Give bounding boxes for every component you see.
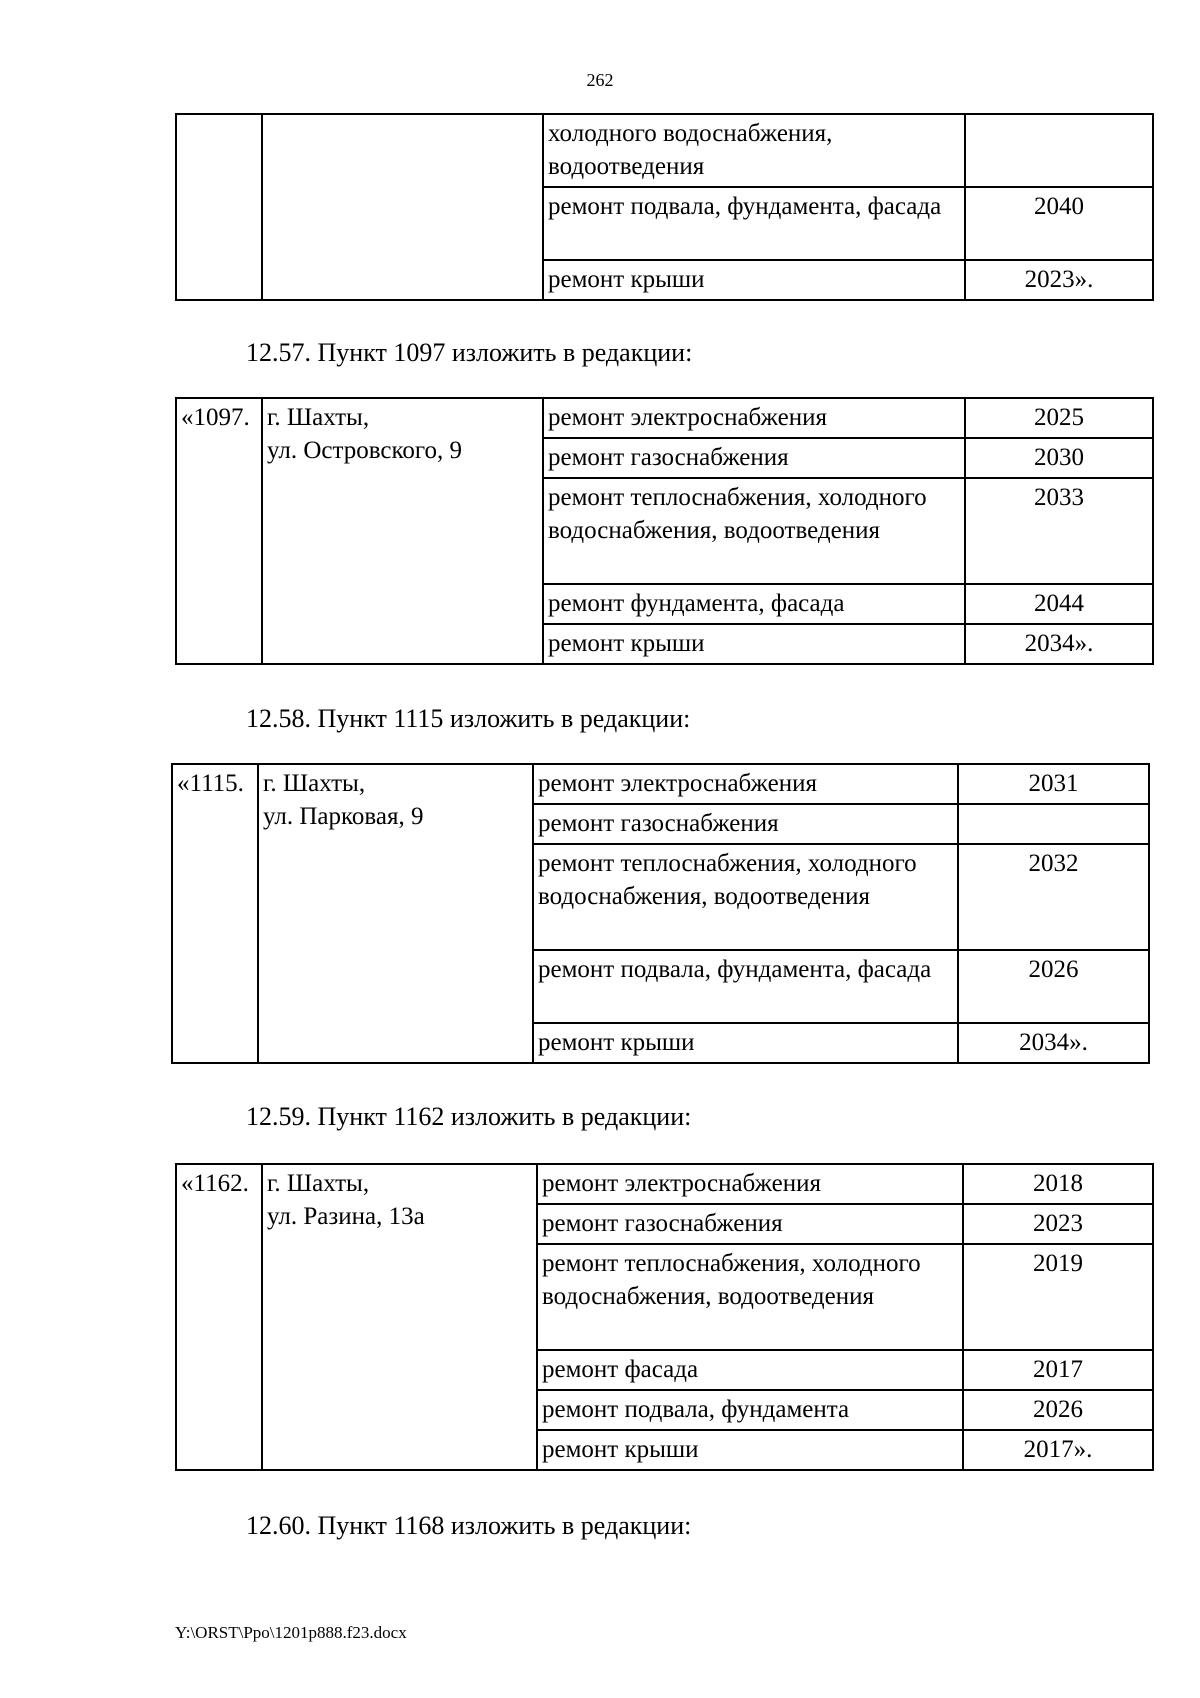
year-cell: 2044 (965, 584, 1153, 624)
year-cell: 2030 (965, 438, 1153, 478)
section-heading: 12.60. Пункт 1168 изложить в редакции: (246, 1511, 692, 1540)
year-cell: 2040 (965, 187, 1153, 260)
continuation-table (175, 113, 1154, 301)
entry-number: «1162. (176, 1164, 262, 1470)
work-cell: ремонт газоснабжения (543, 438, 965, 478)
work-cell: ремонт электроснабжения (537, 1164, 963, 1204)
section-heading: 12.59. Пункт 1162 изложить в редакции: (246, 1102, 692, 1131)
work-cell: ремонт теплоснабжения, холодного водоснабжения, водоотведения (543, 478, 965, 584)
table-row (176, 1164, 1153, 1204)
year-cell: 2019 (963, 1244, 1153, 1350)
work-cell: ремонт подвала, фундамента, фасада (543, 187, 965, 260)
section-heading: 12.58. Пункт 1115 изложить в редакции: (246, 704, 691, 733)
year-cell (958, 804, 1149, 844)
entry-table-1097 (175, 397, 1154, 665)
work-cell: ремонт электроснабжения (533, 764, 958, 804)
table-row (176, 114, 1153, 187)
year-cell: 2026 (958, 950, 1149, 1023)
work-cell: ремонт крыши (533, 1023, 958, 1063)
work-cell: ремонт крыши (543, 260, 965, 300)
number-cell (176, 114, 262, 300)
year-cell: 2032 (958, 844, 1149, 950)
work-cell: ремонт газоснабжения (537, 1204, 963, 1244)
year-cell: 2033 (965, 478, 1153, 584)
year-cell: 2018 (963, 1164, 1153, 1204)
year-cell: 2023». (965, 260, 1153, 300)
work-cell: ремонт газоснабжения (533, 804, 958, 844)
entry-table-1115 (171, 763, 1150, 1064)
address-city: г. Шахты, (263, 770, 366, 797)
entry-table-1162 (175, 1163, 1154, 1471)
year-cell: 2023 (963, 1204, 1153, 1244)
work-cell: ремонт фундамента, фасада (543, 584, 965, 624)
work-cell: ремонт подвала, фундамента, фасада (533, 950, 958, 1023)
entry-address (262, 1164, 537, 1470)
address-street: ул. Разина, 13а (267, 1203, 425, 1230)
entry-address (258, 764, 533, 1063)
address-cell (262, 114, 543, 300)
year-cell: 2025 (965, 398, 1153, 438)
section-heading: 12.57. Пункт 1097 изложить в редакции: (246, 338, 693, 367)
work-cell: ремонт фасада (537, 1350, 963, 1390)
year-cell (965, 114, 1153, 187)
entry-number: «1115. (172, 764, 258, 1063)
footer-file-path: Y:\ORST\Ppo\1201p888.f23.docx (175, 1623, 407, 1642)
work-cell: холодного водоснабжения, водоотведения (543, 114, 965, 187)
work-cell: ремонт электроснабжения (543, 398, 965, 438)
work-cell: ремонт крыши (537, 1430, 963, 1470)
year-cell: 2031 (958, 764, 1149, 804)
year-cell: 2017». (963, 1430, 1153, 1470)
year-cell: 2034». (965, 624, 1153, 664)
work-cell: ремонт теплоснабжения, холодного водоснабжения, водоотведения (537, 1244, 963, 1350)
entry-address (262, 398, 543, 664)
page-number: 262 (586, 70, 614, 90)
address-street: ул. Островского, 9 (267, 437, 463, 464)
address-city: г. Шахты, (267, 1170, 370, 1197)
address-street: ул. Парковая, 9 (263, 803, 424, 830)
year-cell: 2026 (963, 1390, 1153, 1430)
year-cell: 2034». (958, 1023, 1149, 1063)
work-cell: ремонт теплоснабжения, холодного водоснабжения, водоотведения (533, 844, 958, 950)
work-cell: ремонт крыши (543, 624, 965, 664)
year-cell: 2017 (963, 1350, 1153, 1390)
address-city: г. Шахты, (267, 404, 370, 431)
table-row (176, 398, 1153, 438)
entry-number: «1097. (176, 398, 262, 664)
table-row (172, 764, 1149, 804)
work-cell: ремонт подвала, фундамента (537, 1390, 963, 1430)
